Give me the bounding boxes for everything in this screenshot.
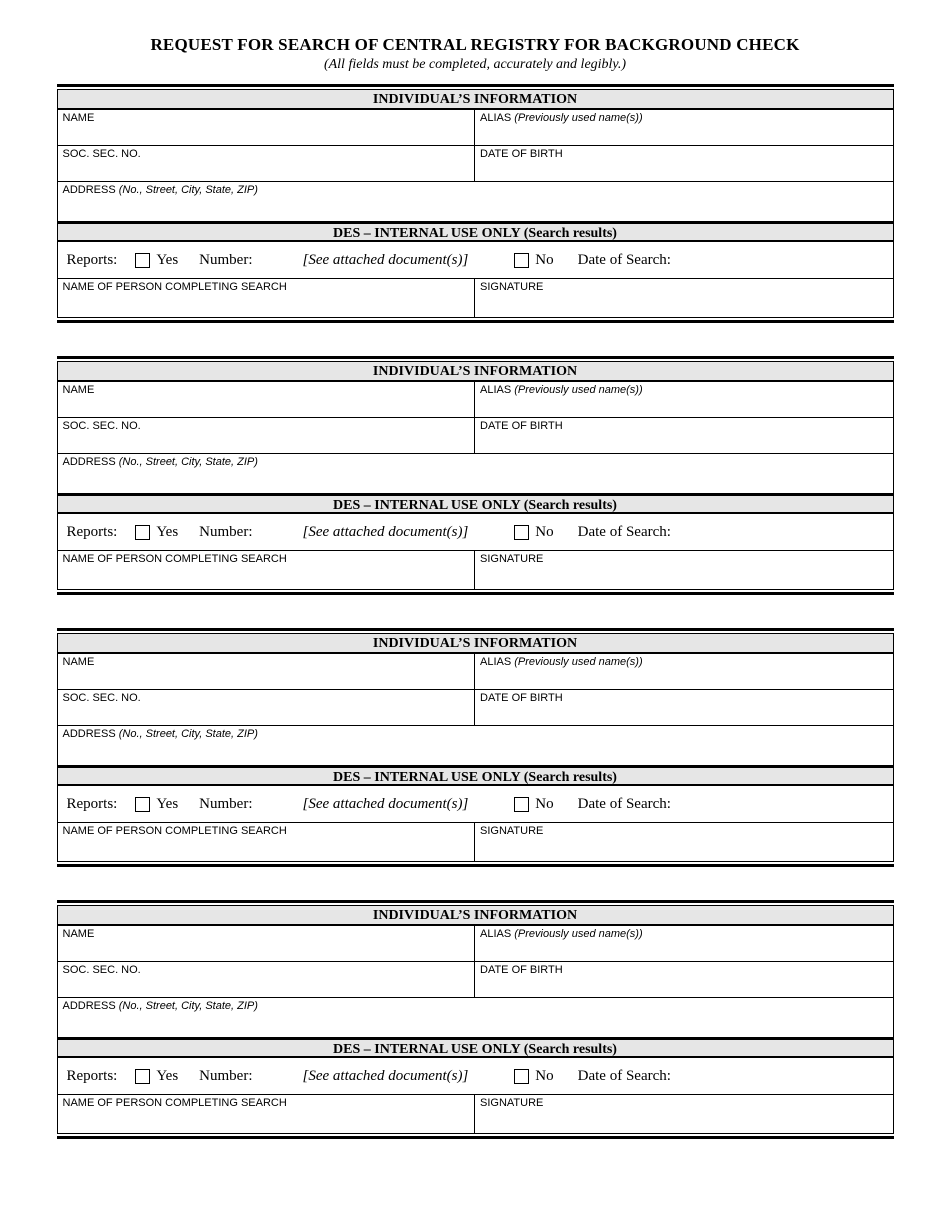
alias-field[interactable] <box>475 926 893 961</box>
ssn-label: SOC. SEC. NO. <box>62 420 141 432</box>
name-label: NAME <box>62 112 95 124</box>
signature-field[interactable] <box>475 1095 893 1133</box>
address-note: (No., Street, City, State, ZIP) <box>118 1000 258 1012</box>
reports-label: Reports: <box>66 523 118 540</box>
des-internal-use-header: DES – INTERNAL USE ONLY (Search results) <box>58 222 893 242</box>
reports-yes-checkbox[interactable] <box>135 1069 150 1084</box>
reports-row <box>58 1058 893 1095</box>
ssn-dob-row <box>58 146 893 182</box>
dob-field[interactable] <box>475 690 893 725</box>
completer-label: NAME OF PERSON COMPLETING SEARCH <box>62 553 287 565</box>
reports-yes-checkbox[interactable] <box>135 797 150 812</box>
form-block <box>57 628 894 867</box>
reports-label: Reports: <box>66 251 118 268</box>
name-label: NAME <box>62 928 95 940</box>
double-rule-bottom <box>57 320 894 323</box>
completer-label: NAME OF PERSON COMPLETING SEARCH <box>62 825 287 837</box>
form-table <box>57 361 894 590</box>
address-note: (No., Street, City, State, ZIP) <box>118 456 258 468</box>
double-rule-top <box>57 356 894 359</box>
ssn-field[interactable] <box>58 962 476 997</box>
name-field[interactable] <box>58 382 476 417</box>
address-label: ADDRESS <box>62 1000 116 1012</box>
reports-yes-checkbox[interactable] <box>135 525 150 540</box>
address-field[interactable] <box>58 182 893 221</box>
address-label: ADDRESS <box>62 456 116 468</box>
name-label: NAME <box>62 656 95 668</box>
date-of-search-label: Date of Search: <box>577 1067 671 1084</box>
reports-no-label: No <box>535 795 554 812</box>
double-rule-bottom <box>57 1136 894 1139</box>
signature-field[interactable] <box>475 551 893 589</box>
completer-signature-row <box>58 279 893 317</box>
name-field[interactable] <box>58 110 476 145</box>
address-field[interactable] <box>58 454 893 493</box>
alias-note: (Previously used name(s)) <box>514 928 643 940</box>
form-table <box>57 89 894 318</box>
form-block <box>57 84 894 323</box>
reports-yes-label: Yes <box>156 1067 179 1084</box>
address-note: (No., Street, City, State, ZIP) <box>118 184 258 196</box>
reports-yes-label: Yes <box>156 251 179 268</box>
form-block <box>57 356 894 595</box>
reports-row <box>58 786 893 823</box>
form-table <box>57 905 894 1134</box>
see-attached-note: [See attached document(s)] <box>302 251 469 268</box>
reports-number-label: Number: <box>199 1067 253 1084</box>
name-alias-row <box>58 654 893 690</box>
reports-row <box>58 514 893 551</box>
dob-field[interactable] <box>475 418 893 453</box>
name-label: NAME <box>62 384 95 396</box>
see-attached-note: [See attached document(s)] <box>302 795 469 812</box>
completer-field[interactable] <box>58 551 476 589</box>
address-row <box>58 998 893 1038</box>
reports-no-checkbox[interactable] <box>514 253 529 268</box>
reports-yes-label: Yes <box>156 523 179 540</box>
name-alias-row <box>58 110 893 146</box>
dob-label: DATE OF BIRTH <box>480 692 563 704</box>
dob-label: DATE OF BIRTH <box>480 148 563 160</box>
ssn-field[interactable] <box>58 690 476 725</box>
individual-information-header: INDIVIDUAL’S INFORMATION <box>58 634 893 654</box>
see-attached-note: [See attached document(s)] <box>302 1067 469 1084</box>
address-field[interactable] <box>58 726 893 765</box>
signature-label: SIGNATURE <box>480 825 544 837</box>
ssn-field[interactable] <box>58 146 476 181</box>
date-of-search-label: Date of Search: <box>577 795 671 812</box>
title-block <box>0 0 950 73</box>
des-internal-use-header: DES – INTERNAL USE ONLY (Search results) <box>58 1038 893 1058</box>
reports-no-checkbox[interactable] <box>514 797 529 812</box>
reports-no-checkbox[interactable] <box>514 1069 529 1084</box>
individual-information-header: INDIVIDUAL’S INFORMATION <box>58 362 893 382</box>
reports-no-label: No <box>535 523 554 540</box>
completer-signature-row <box>58 551 893 589</box>
double-rule-bottom <box>57 864 894 867</box>
address-row <box>58 454 893 494</box>
reports-yes-checkbox[interactable] <box>135 253 150 268</box>
signature-field[interactable] <box>475 279 893 317</box>
address-label: ADDRESS <box>62 728 116 740</box>
completer-field[interactable] <box>58 279 476 317</box>
individual-information-header: INDIVIDUAL’S INFORMATION <box>58 906 893 926</box>
reports-label: Reports: <box>66 795 118 812</box>
address-note: (No., Street, City, State, ZIP) <box>118 728 258 740</box>
name-field[interactable] <box>58 926 476 961</box>
ssn-dob-row <box>58 690 893 726</box>
page-title: REQUEST FOR SEARCH OF CENTRAL REGISTRY FOR BACKGROUND CHECK <box>150 35 800 54</box>
see-attached-note: [See attached document(s)] <box>302 523 469 540</box>
ssn-label: SOC. SEC. NO. <box>62 692 141 704</box>
dob-label: DATE OF BIRTH <box>480 964 563 976</box>
dob-label: DATE OF BIRTH <box>480 420 563 432</box>
reports-no-label: No <box>535 1067 554 1084</box>
address-row <box>58 726 893 766</box>
form-blocks <box>0 84 950 1139</box>
alias-field[interactable] <box>475 654 893 689</box>
ssn-dob-row <box>58 962 893 998</box>
ssn-field[interactable] <box>58 418 476 453</box>
page-subtitle: (All fields must be completed, accurately and legibly.) <box>323 57 627 72</box>
double-rule-bottom <box>57 592 894 595</box>
signature-label: SIGNATURE <box>480 281 544 293</box>
date-of-search-label: Date of Search: <box>577 251 671 268</box>
completer-signature-row <box>58 823 893 861</box>
signature-label: SIGNATURE <box>480 1097 544 1109</box>
alias-label: ALIAS <box>480 928 512 940</box>
reports-number-label: Number: <box>199 795 253 812</box>
date-of-search-label: Date of Search: <box>577 523 671 540</box>
alias-label: ALIAS <box>480 656 512 668</box>
des-internal-use-header: DES – INTERNAL USE ONLY (Search results) <box>58 766 893 786</box>
reports-row <box>58 242 893 279</box>
address-label: ADDRESS <box>62 184 116 196</box>
des-internal-use-header: DES – INTERNAL USE ONLY (Search results) <box>58 494 893 514</box>
alias-field[interactable] <box>475 110 893 145</box>
alias-field[interactable] <box>475 382 893 417</box>
double-rule-top <box>57 900 894 903</box>
ssn-label: SOC. SEC. NO. <box>62 148 141 160</box>
name-alias-row <box>58 382 893 418</box>
name-field[interactable] <box>58 654 476 689</box>
address-field[interactable] <box>58 998 893 1037</box>
reports-yes-label: Yes <box>156 795 179 812</box>
form-table <box>57 633 894 862</box>
dob-field[interactable] <box>475 962 893 997</box>
double-rule-top <box>57 628 894 631</box>
alias-label: ALIAS <box>480 384 512 396</box>
signature-field[interactable] <box>475 823 893 861</box>
completer-signature-row <box>58 1095 893 1133</box>
signature-label: SIGNATURE <box>480 553 544 565</box>
ssn-label: SOC. SEC. NO. <box>62 964 141 976</box>
reports-label: Reports: <box>66 1067 118 1084</box>
reports-no-label: No <box>535 251 554 268</box>
reports-no-checkbox[interactable] <box>514 525 529 540</box>
completer-label: NAME OF PERSON COMPLETING SEARCH <box>62 281 287 293</box>
completer-label: NAME OF PERSON COMPLETING SEARCH <box>62 1097 287 1109</box>
form-block <box>57 900 894 1139</box>
address-row <box>58 182 893 222</box>
alias-label: ALIAS <box>480 112 512 124</box>
completer-field[interactable] <box>58 823 476 861</box>
individual-information-header: INDIVIDUAL’S INFORMATION <box>58 90 893 110</box>
double-rule-top <box>57 84 894 87</box>
name-alias-row <box>58 926 893 962</box>
alias-note: (Previously used name(s)) <box>514 384 643 396</box>
dob-field[interactable] <box>475 146 893 181</box>
ssn-dob-row <box>58 418 893 454</box>
reports-number-label: Number: <box>199 251 253 268</box>
alias-note: (Previously used name(s)) <box>514 656 643 668</box>
alias-note: (Previously used name(s)) <box>514 112 643 124</box>
reports-number-label: Number: <box>199 523 253 540</box>
completer-field[interactable] <box>58 1095 476 1133</box>
